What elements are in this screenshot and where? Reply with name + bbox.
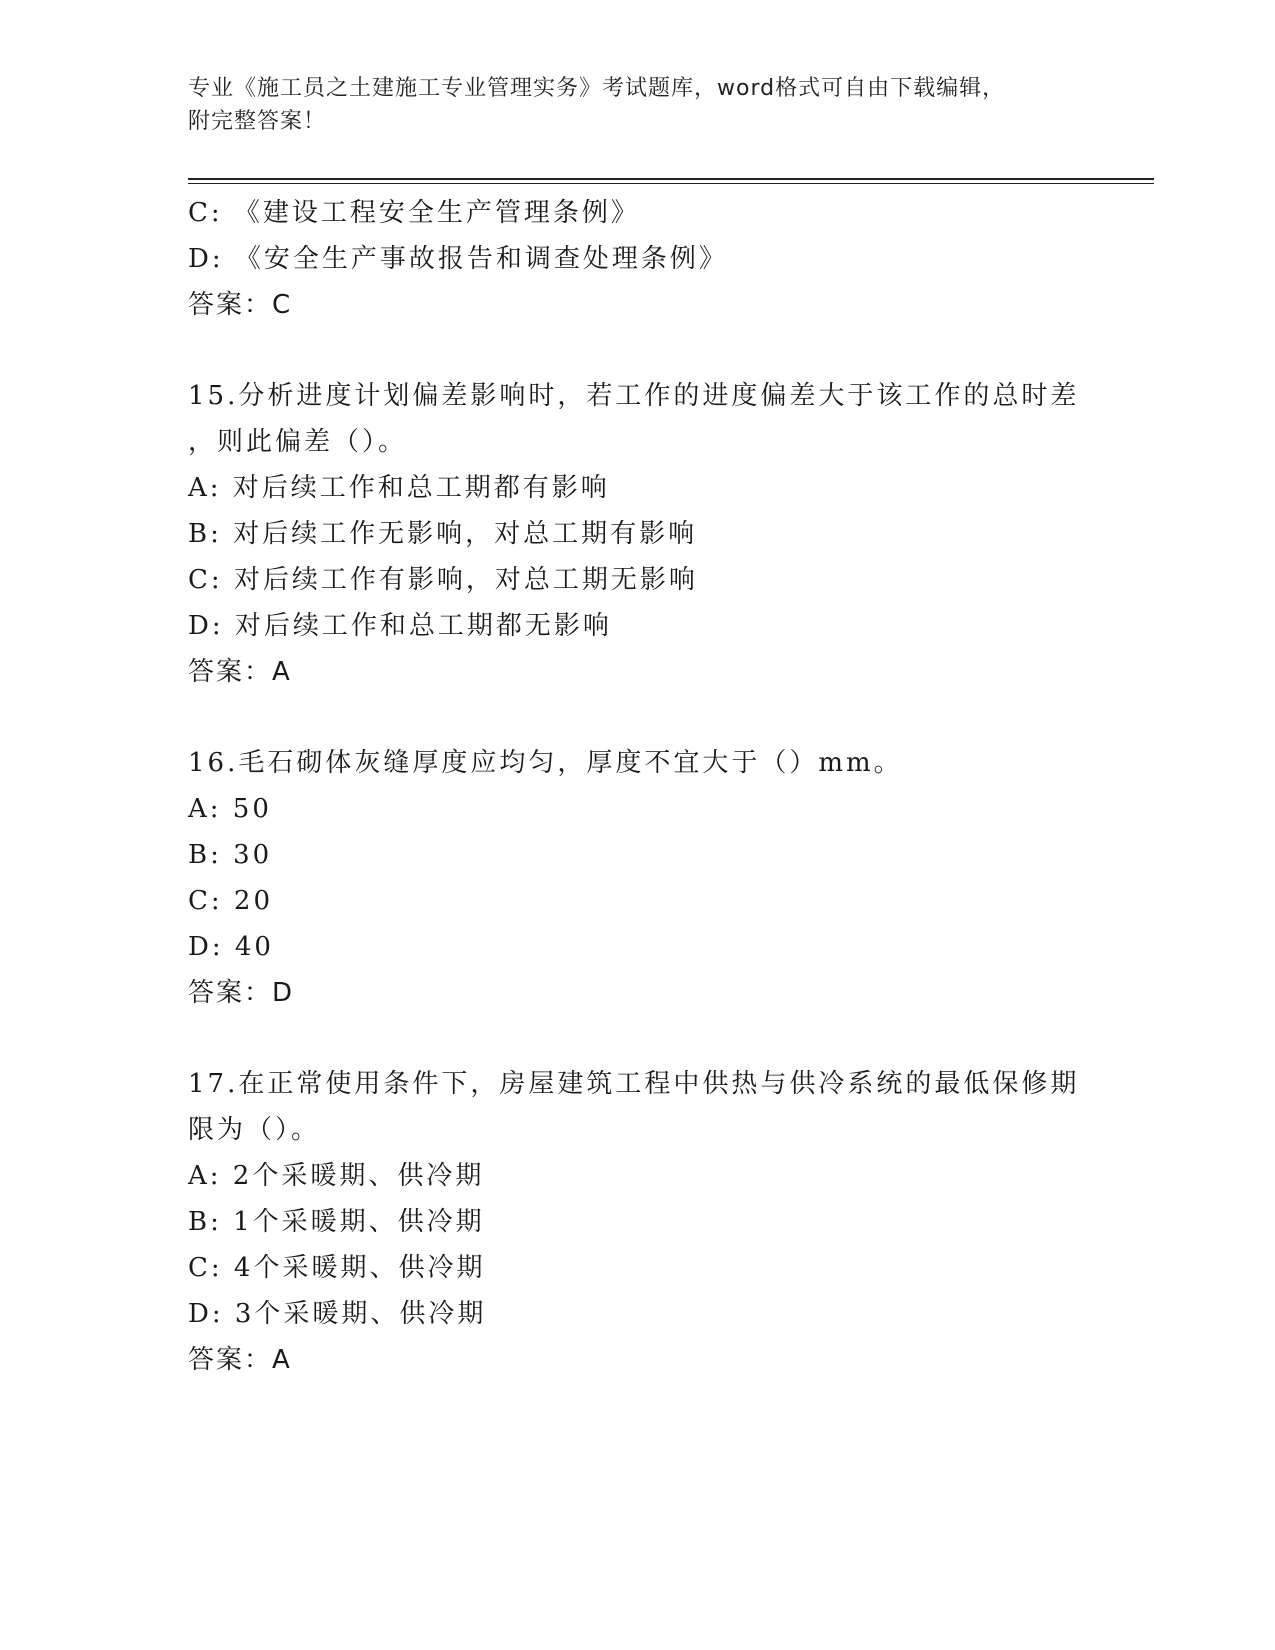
question-stem: 16.毛石砌体灰缝厚度应均匀，厚度不宜大于（）mm。: [188, 748, 903, 778]
option-a: A: 2个采暖期、供冷期: [188, 1161, 485, 1191]
option-c: C: 《建设工程安全生产管理条例》: [188, 198, 640, 228]
header-divider-thin: [188, 183, 1154, 184]
question-list: [188, 190, 1088, 1383]
question-stem: 17.在正常使用条件下，房屋建筑工程中供热与供冷系统的最低保修期: [188, 1069, 1080, 1099]
question-stem-continued: ，则此偏差（）。: [188, 427, 408, 457]
header-line-2: 附完整答案！: [188, 109, 327, 134]
question-15: [188, 373, 1088, 695]
option-a: A: 对后续工作和总工期都有影响: [188, 473, 610, 503]
previous-question-tail: [188, 190, 1088, 328]
header-line-1: 专业《施工员之土建施工专业管理实务》考试题库，word格式可自由下载编辑，: [188, 76, 1006, 101]
answer-line: 答案：A: [188, 657, 292, 687]
option-c: C: 20: [188, 886, 274, 916]
answer-line: 答案：C: [188, 290, 293, 320]
question-stem: 15.分析进度计划偏差影响时，若工作的进度偏差大于该工作的总时差: [188, 381, 1080, 411]
option-c: C: 4个采暖期、供冷期: [188, 1253, 486, 1283]
answer-line: 答案：A: [188, 1345, 292, 1375]
question-16: [188, 740, 1088, 1016]
option-d: D: 40: [188, 932, 274, 962]
document-header: [188, 72, 1068, 138]
option-d: D: 《安全生产事故报告和调查处理条例》: [188, 244, 728, 274]
answer-line: 答案：D: [188, 978, 295, 1008]
question-17: [188, 1061, 1088, 1383]
option-b: B: 30: [188, 840, 273, 870]
option-d: D: 对后续工作和总工期都无影响: [188, 611, 612, 641]
question-stem-continued: 限为（）。: [188, 1115, 321, 1145]
option-d: D: 3个采暖期、供冷期: [188, 1299, 487, 1329]
header-divider-thick: [188, 178, 1154, 180]
option-a: A: 50: [188, 794, 272, 824]
option-b: B: 1个采暖期、供冷期: [188, 1207, 485, 1237]
option-c: C: 对后续工作有影响，对总工期无影响: [188, 565, 698, 595]
option-b: B: 对后续工作无影响，对总工期有影响: [188, 519, 698, 549]
